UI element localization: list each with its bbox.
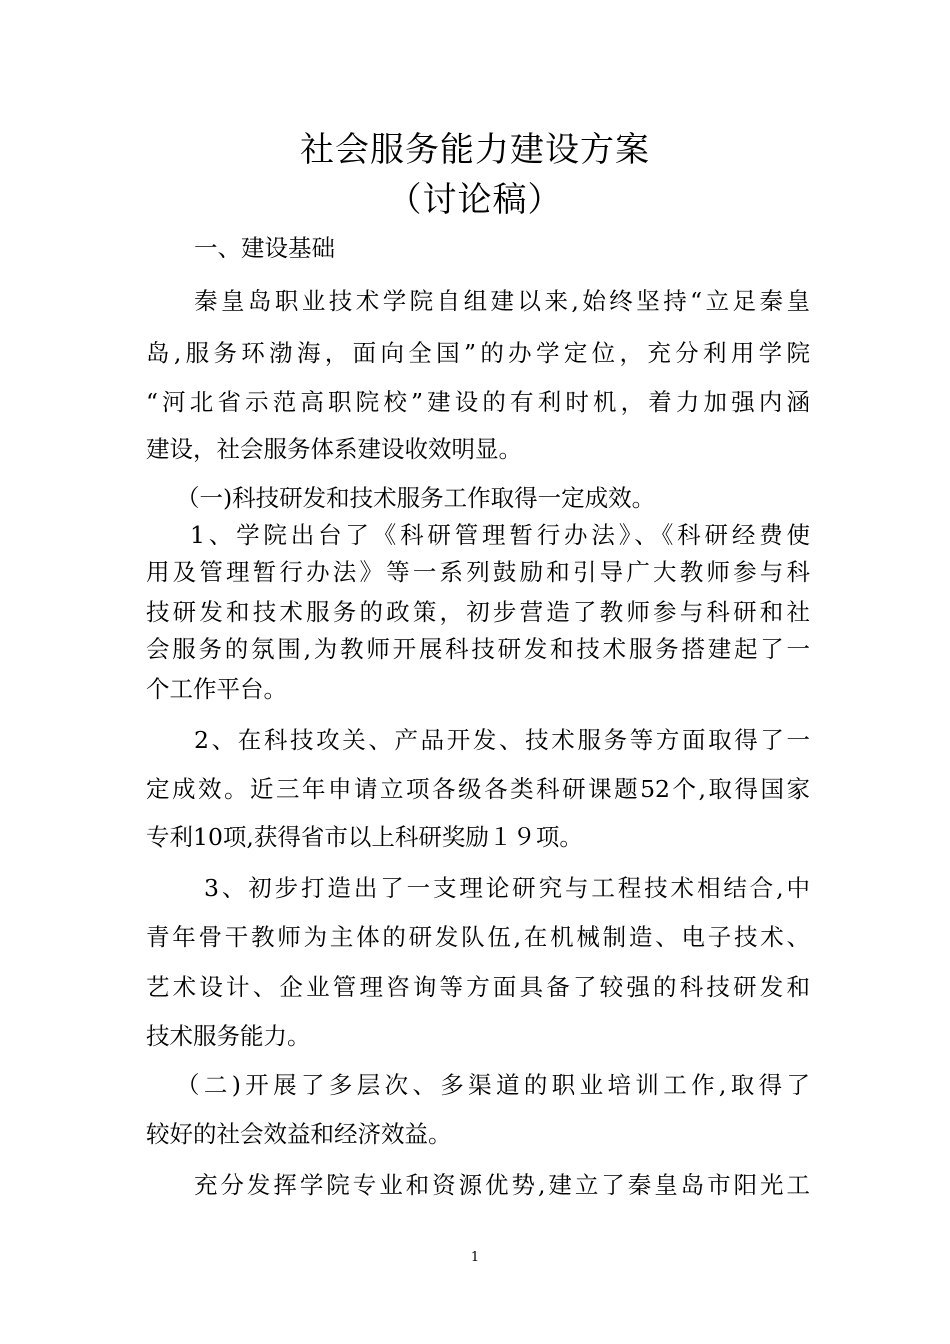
item-1-line-4: 会服务的氛围,为教师开展科技研发和技术服务搭建起了一 (146, 635, 810, 663)
item-1-line-1: 1、学院出台了《科研管理暂行办法》、《科研经费使 (190, 521, 810, 549)
subsection-heading-1: （一)科技研发和技术服务工作取得一定成效。 (176, 484, 656, 512)
item-3-line-4: 技术服务能力。 (146, 1022, 311, 1050)
item-1-line-2: 用及管理暂行办法》等一系列鼓励和引导广大教师参与科 (146, 558, 810, 586)
document-subtitle: （讨论稿） (387, 180, 563, 220)
item-3-line-3: 艺术设计、企业管理咨询等方面具备了较强的科技研发和 (146, 973, 810, 1001)
paragraph-1-line-4: 建设，社会服务体系建设收效明显。 (146, 435, 522, 463)
paragraph-1-line-1: 秦皇岛职业技术学院自组建以来,始终坚持“立足秦皇 (194, 287, 810, 315)
item-2-line-3: 专利10项,获得省市以上科研奖励１９项。 (146, 823, 583, 851)
paragraph-1-line-3: “河北省示范高职院校”建设的有利时机，着力加强内涵 (146, 388, 810, 416)
item-2-line-1: 2、在科技攻关、产品开发、技术服务等方面取得了一 (194, 726, 810, 754)
item-1-line-5: 个工作平台。 (146, 675, 287, 703)
page-number: 1 (470, 1250, 480, 1265)
section-heading-1: 一、建设基础 (194, 234, 335, 262)
document-title: 社会服务能力建设方案 (300, 130, 650, 170)
paragraph-1-line-2: 岛,服务环渤海，面向全国”的办学定位，充分利用学院 (146, 339, 810, 367)
item-3-line-1: 3、初步打造出了一支理论研究与工程技术相结合,中 (204, 874, 810, 902)
item-3-line-2: 青年骨干教师为主体的研发队伍,在机械制造、电子技术、 (146, 923, 810, 951)
item-1-line-3: 技研发和技术服务的政策，初步营造了教师参与科研和社 (146, 598, 810, 626)
item-2-line-2: 定成效。近三年申请立项各级各类科研课题52个,取得国家 (146, 775, 810, 803)
paragraph-last-line-1: 充分发挥学院专业和资源优势,建立了秦皇岛市阳光工 (194, 1171, 810, 1199)
subsection-heading-2-line-1: （二)开展了多层次、多渠道的职业培训工作,取得了 (176, 1071, 810, 1099)
subsection-heading-2-line-2: 较好的社会效益和经济效益。 (146, 1120, 452, 1148)
